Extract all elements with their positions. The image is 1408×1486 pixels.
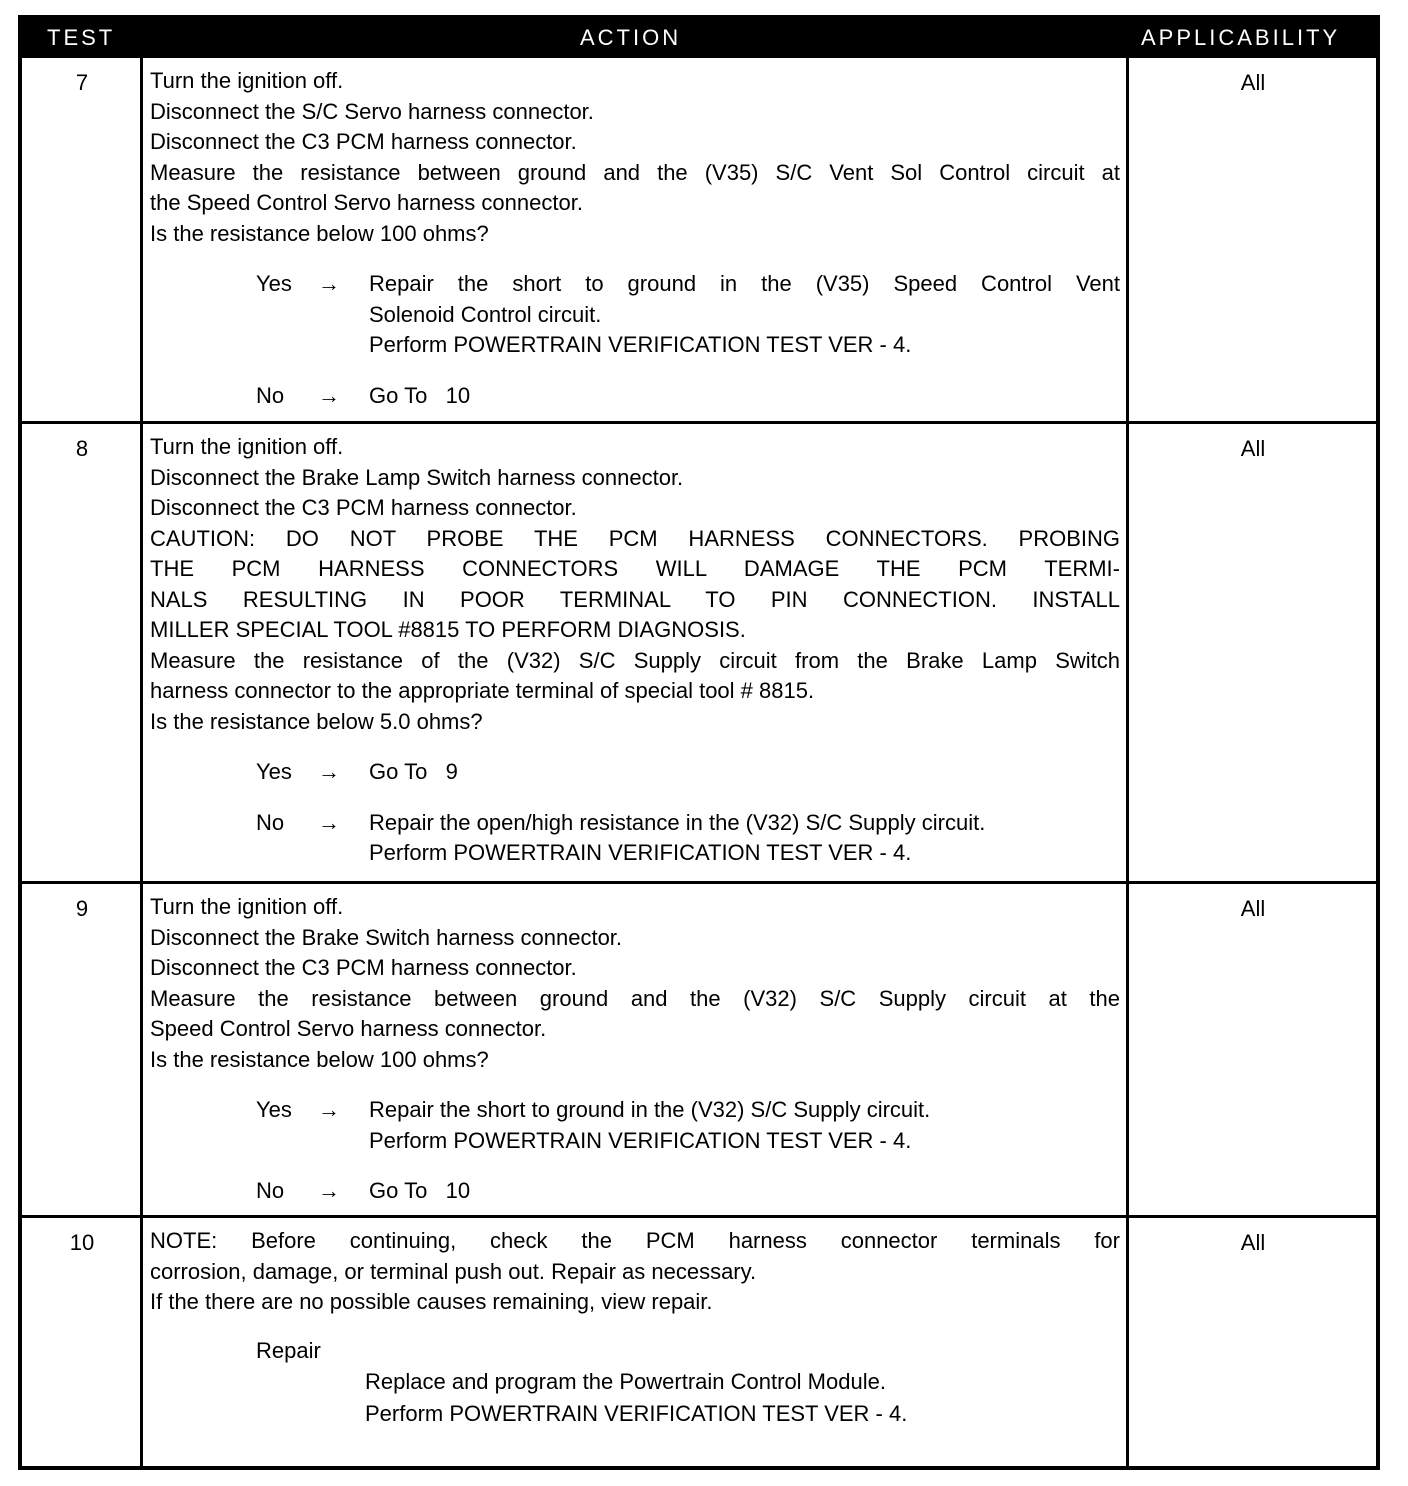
table-header (22, 19, 1376, 58)
right-arrow-icon: → (318, 271, 340, 296)
right-arrow-icon: → (318, 382, 340, 408)
table-row-test-10 (22, 1215, 1376, 1470)
step-line: Turn the ignition off. (150, 68, 344, 93)
note-line: NOTE: Before continuing, check the PCM harness connector terminals for (150, 1228, 1120, 1253)
result-line: Perform POWERTRAIN VERIFICATION TEST VER - 4. (369, 332, 912, 357)
step-line: Is the resistance below 100 ohms? (150, 220, 489, 246)
no-label: No (256, 382, 285, 408)
yes-result (369, 1095, 1120, 1156)
header-action: ACTION (580, 25, 682, 50)
step-line: the Speed Control Servo harness connector. (150, 190, 583, 215)
yes-answer (150, 1095, 1120, 1156)
step-line: Measure the resistance between ground and the (V35) S/C Vent Sol Control circuit at (150, 159, 1120, 185)
yes-answer (150, 757, 1120, 788)
header-applicability: APPLICABILITY (1141, 25, 1341, 50)
diagnostic-table (18, 15, 1380, 1470)
caution-line: NALS RESULTING IN POOR TERMINAL TO PIN CONNECTION. INSTALL (150, 586, 1120, 612)
note-line: corrosion, damage, or terminal push out. Repair as necessary. (150, 1258, 757, 1284)
step-line: Disconnect the S/C Servo harness connector. (150, 98, 594, 124)
table-row-test-7 (22, 58, 1376, 421)
caution-line: MILLER SPECIAL TOOL #8815 TO PERFORM DIAGNOSIS. (150, 617, 746, 642)
yes-label: Yes (256, 1097, 292, 1122)
applicability-cell: All (1240, 70, 1266, 95)
right-arrow-icon: → (318, 1097, 340, 1122)
test-number: 7 (75, 70, 89, 95)
step-line: Measure the resistance of the (V32) S/C Supply circuit from the Brake Lamp Switch (150, 647, 1120, 673)
no-answer (150, 381, 1120, 412)
result-line: Solenoid Control circuit. (369, 301, 602, 327)
column-divider (1126, 424, 1129, 881)
step-line: harness connector to the appropriate terminal of special tool # 8815. (150, 678, 815, 703)
step-line: Disconnect the C3 PCM harness connector. (150, 495, 577, 520)
step-line: Disconnect the Brake Lamp Switch harness connector. (150, 464, 684, 490)
test-number: 10 (69, 1230, 95, 1255)
result-line: Repair the open/high resistance in the (V32) S/C Supply circuit. (369, 809, 986, 835)
applicability-cell: All (1240, 896, 1266, 921)
column-divider (1126, 1218, 1129, 1470)
column-divider (140, 424, 143, 881)
no-result (369, 1176, 1120, 1207)
test-number: 9 (75, 896, 89, 921)
action-cell (150, 66, 1120, 411)
right-arrow-icon: → (318, 1178, 340, 1203)
applicability-cell: All (1240, 436, 1266, 461)
step-line: Speed Control Servo harness connector. (150, 1016, 547, 1041)
no-answer (150, 808, 1120, 869)
caution-line: CAUTION: DO NOT PROBE THE PCM HARNESS CONNECTORS. PROBING (150, 525, 1120, 551)
repair-line: Replace and program the Powertrain Control Module. (365, 1369, 886, 1394)
result-line: Go To 10 (369, 1178, 471, 1203)
step-line: Turn the ignition off. (150, 434, 344, 459)
step-line: Disconnect the Brake Switch harness connector. (150, 924, 623, 950)
result-line: Perform POWERTRAIN VERIFICATION TEST VER - 4. (369, 840, 912, 865)
no-label: No (256, 809, 285, 835)
test-number: 8 (75, 436, 89, 461)
yes-result (369, 757, 1120, 788)
yes-label: Yes (256, 271, 292, 296)
column-divider (1126, 884, 1129, 1215)
yes-result (369, 269, 1120, 361)
action-cell (150, 1226, 1120, 1430)
result-line: Perform POWERTRAIN VERIFICATION TEST VER - 4. (369, 1127, 912, 1153)
repair-label: Repair (256, 1337, 321, 1363)
step-line: Disconnect the C3 PCM harness connector. (150, 955, 577, 980)
result-line: Repair the short to ground in the (V32) S/C Supply circuit. (369, 1097, 931, 1122)
no-result (369, 808, 1120, 869)
header-test: TEST (47, 25, 116, 50)
action-cell (150, 432, 1120, 869)
result-line: Go To 9 (369, 759, 458, 784)
column-divider (140, 58, 143, 421)
result-line: Go To 10 (369, 382, 471, 408)
caution-line: THE PCM HARNESS CONNECTORS WILL DAMAGE THE PCM TERMI- (150, 556, 1120, 581)
repair-instructions (365, 1366, 1120, 1430)
step-line: If the there are no possible causes remaining, view repair. (150, 1289, 713, 1314)
table-row-test-9 (22, 881, 1376, 1215)
no-label: No (256, 1178, 285, 1203)
step-line: Is the resistance below 100 ohms? (150, 1046, 489, 1072)
step-line: Disconnect the C3 PCM harness connector. (150, 129, 577, 154)
column-divider (140, 884, 143, 1215)
repair-line: Perform POWERTRAIN VERIFICATION TEST VER - 4. (365, 1401, 908, 1426)
action-cell (150, 892, 1120, 1207)
applicability-cell: All (1240, 1230, 1266, 1255)
column-divider (1126, 58, 1129, 421)
result-line: Repair the short to ground in the (V35) Speed Control Vent (369, 271, 1120, 296)
right-arrow-icon: → (318, 759, 340, 784)
yes-answer (150, 269, 1120, 361)
step-line: Turn the ignition off. (150, 894, 344, 919)
no-result (369, 381, 1120, 412)
step-line: Measure the resistance between ground and the (V32) S/C Supply circuit at the (150, 985, 1120, 1011)
step-line: Is the resistance below 5.0 ohms? (150, 708, 483, 734)
no-answer (150, 1176, 1120, 1207)
table-row-test-8 (22, 421, 1376, 881)
yes-label: Yes (256, 759, 292, 784)
right-arrow-icon: → (318, 809, 340, 835)
